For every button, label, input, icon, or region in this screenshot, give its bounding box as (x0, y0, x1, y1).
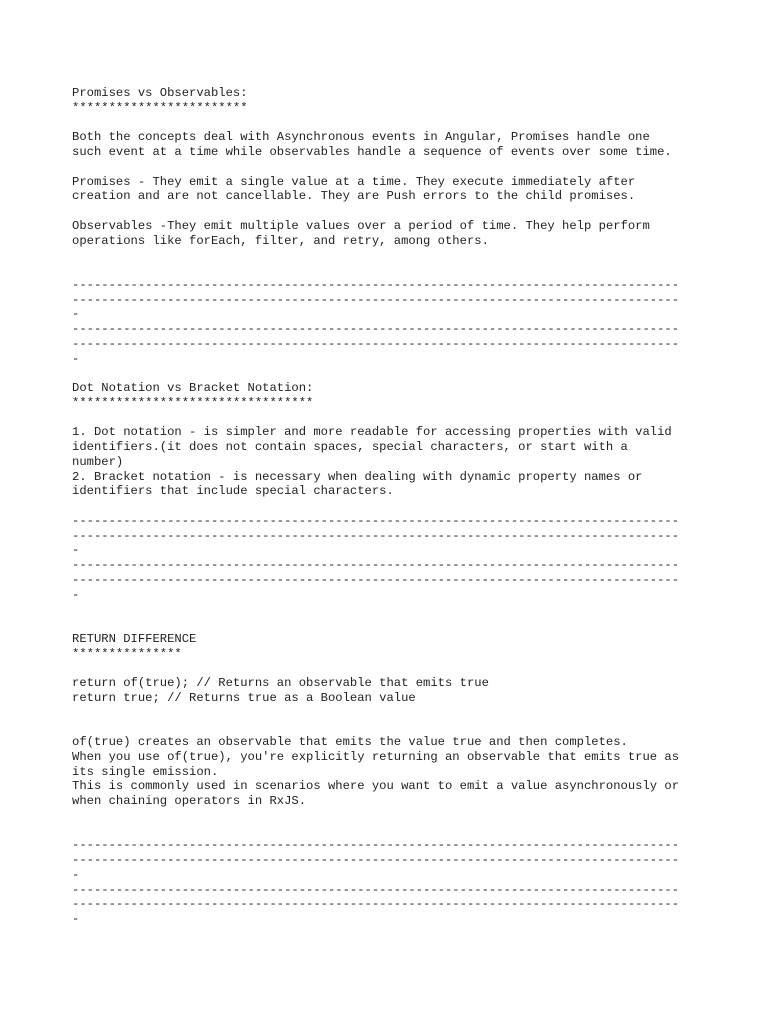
text-line: Promises - They emit a single value at a time. They execute immediately after (72, 174, 636, 189)
text-line: return of(true); // Returns an observable that emits true (72, 676, 489, 690)
blank-line (72, 824, 712, 839)
blank-line (72, 411, 712, 426)
text-line: creation and are not cancellable. They are Push errors to the child promises. (72, 189, 636, 204)
text-line: This is commonly used in scenarios where you want to emit a value asynchronously or (72, 779, 680, 794)
blank-line (72, 116, 712, 131)
text-line: Promises vs Observables: (72, 86, 248, 100)
text-line: return true; // Returns true as a Boolean value (72, 690, 416, 705)
text-line: identifiers that include special characters. (72, 484, 394, 499)
text-line: such event at a time while observables handle a sequence of events over some time. (72, 145, 672, 159)
text-line: 2. Bracket notation - is necessary when dealing with dynamic property names or (72, 469, 643, 484)
text-line: Both the concepts deal with Asynchronous events in Angular, Promises handle one (72, 130, 650, 145)
separator-line: ----------------------------------------------------------------------------------- (72, 572, 680, 587)
separator-line: - (72, 587, 80, 602)
text-line: When you use of(true), you're explicitly returning an observable that emits true as (72, 749, 680, 764)
blank-line (72, 809, 712, 824)
separator-line: - (72, 351, 80, 366)
separator-line: ----------------------------------------------------------------------------------- (72, 897, 680, 912)
blank-line (72, 499, 712, 514)
text-line: Observables -They emit multiple values over a period of time. They help perform (72, 218, 650, 233)
blank-line (72, 706, 712, 721)
text-line: identifiers.(it does not contain spaces, special characters, or start with a (72, 440, 628, 454)
blank-line (72, 617, 712, 632)
separator-line: ----------------------------------------------------------------------------------- (72, 853, 680, 867)
blank-line (72, 204, 712, 219)
text-line: Dot Notation vs Bracket Notation: (72, 381, 314, 395)
text-line: of(true) creates an observable that emits the value true and then completes. (72, 735, 628, 749)
separator-line: ----------------------------------------------------------------------------------- (72, 277, 680, 292)
blank-line (72, 661, 712, 676)
blank-line (72, 263, 712, 278)
blank-line (72, 720, 712, 735)
separator-line: ----------------------------------------------------------------------------------- (72, 838, 680, 853)
separator-line: ----------------------------------------------------------------------------------- (72, 882, 680, 897)
separator-line: - (72, 867, 80, 882)
document-page (72, 86, 712, 927)
separator-line: - (72, 912, 80, 926)
heading-underline: ************************ (72, 100, 248, 115)
blank-line (72, 248, 712, 263)
separator-line: - (72, 543, 80, 558)
separator-line: ----------------------------------------------------------------------------------- (72, 322, 680, 336)
text-line: operations like forEach, filter, and retry, among others. (72, 233, 489, 248)
text-line: number) (72, 454, 124, 469)
separator-line: ----------------------------------------------------------------------------------- (72, 513, 680, 528)
text-line: 1. Dot notation - is simpler and more readable for accessing properties with valid (72, 425, 672, 440)
text-line: RETURN DIFFERENCE (72, 631, 197, 646)
text-line: its single emission. (72, 764, 219, 779)
heading-underline: *************** (72, 646, 182, 661)
blank-line (72, 602, 712, 617)
heading-underline: ********************************* (72, 395, 314, 410)
text-line: when chaining operators in RxJS. (72, 794, 307, 808)
separator-line: ----------------------------------------------------------------------------------- (72, 558, 680, 572)
separator-line: - (72, 307, 80, 322)
separator-line: ----------------------------------------------------------------------------------- (72, 336, 680, 351)
separator-line: ----------------------------------------------------------------------------------- (72, 528, 680, 543)
separator-line: ----------------------------------------------------------------------------------- (72, 292, 680, 307)
blank-line (72, 366, 712, 381)
blank-line (72, 160, 712, 175)
